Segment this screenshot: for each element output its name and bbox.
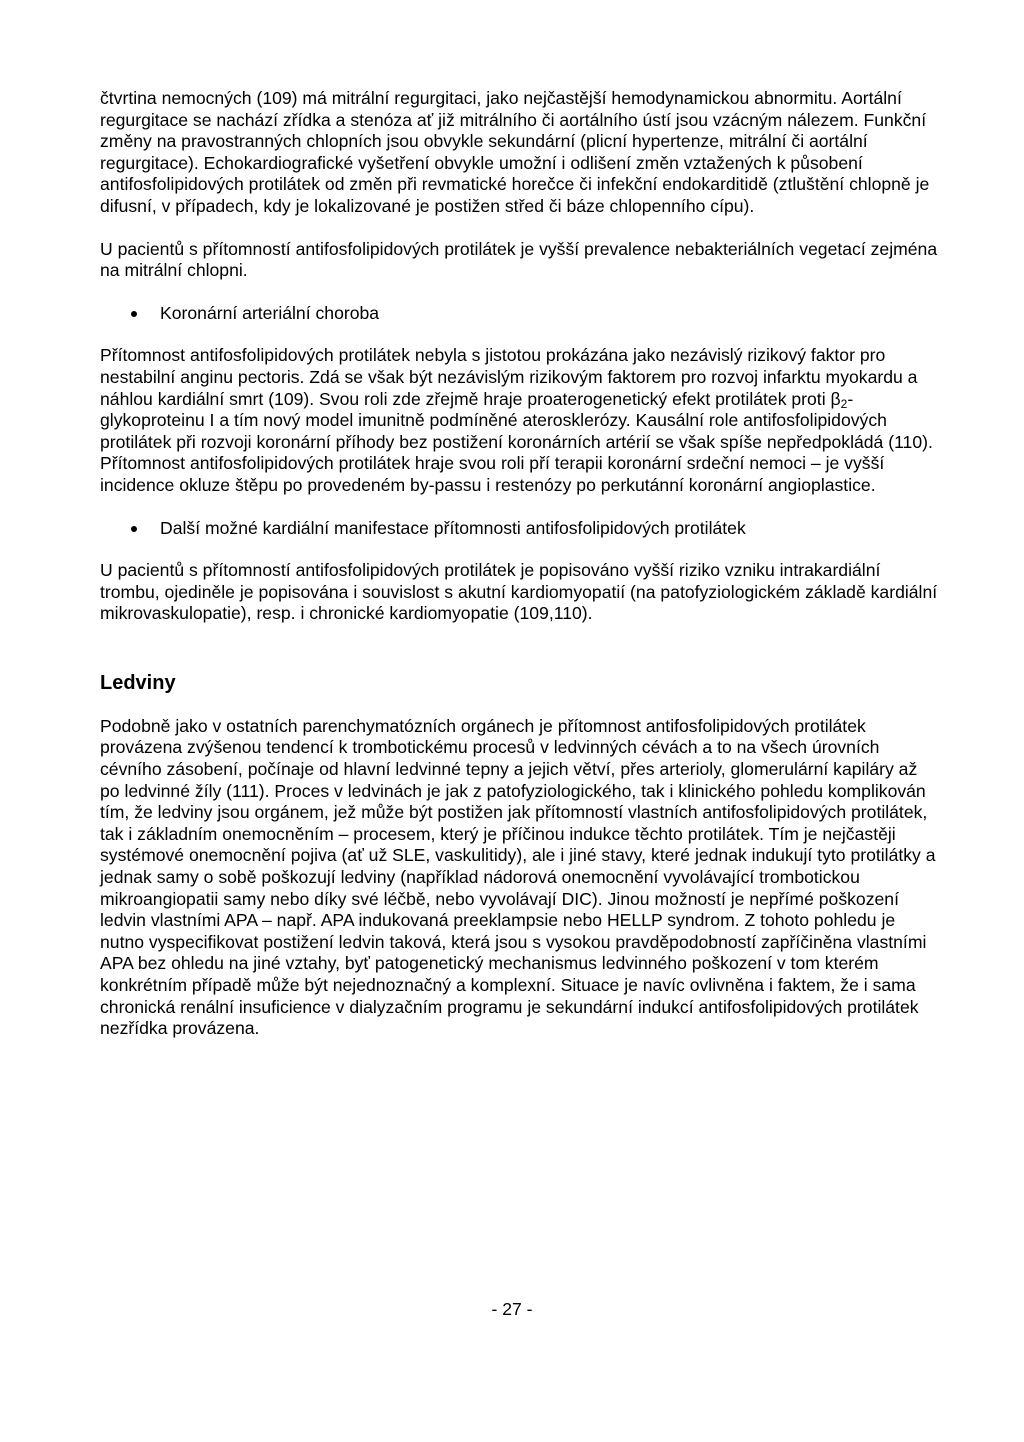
paragraph-valve-findings: čtvrtina nemocných (109) má mitrální regurgitaci, jako nejčastější hemodynamickou abnormitu. Aortální regurgitace se nachází zřídka a stenóza ať již mitrálního či aortálního ústí jsou vzácným nálezem. Funkční změny na pravostranných chlopních jsou obvykle sekundární (plicní hypertenze, mitrální či aortální regurgitace). Echokardiografické vyšetření obvykle umožní i odlišení změn vztažených k působení antifosfolipidových protilátek od změn při revmatické horečce či infekční endokarditidě (ztluštění chlopně je difusní, v případech, kdy je lokalizované je postižen střed či báze chlopenního cípu). xyxy=(100,88,930,216)
paragraph-coronary xyxy=(100,345,940,496)
bullet-coronary-label: Koronární arteriální choroba xyxy=(160,302,380,323)
document-body xyxy=(100,88,940,1040)
paragraph-other-cardiac: U pacientů s přítomností antifosfolipidových protilátek je popisováno vyšší riziko vzniku intrakardiální trombu, ojediněle je popisována i souvislost s akutní kardiomyopatií (na patofyziologickém základě kardiální mikrovaskulopatie), resp. i chronické kardiomyopatie (109,110). xyxy=(100,560,938,624)
bullet-dot-icon xyxy=(131,526,137,532)
bullet-other-cardiac xyxy=(100,518,940,540)
paragraph-coronary-part-b: -glykoproteinu I a tím nový model imunitně podmíněné aterosklerózy. Kausální role antifosfolipidových protilátek při rozvoji koronární příhody bez postižení koronárních artérií se však spíše nepředpokládá (110). Přítomnost antifosfolipidových protilátek hraje svou roli pří terapii koronární srdeční nemoci – je vyšší incidence okluze štěpu po provedeném by-passu i restenózy po perkutánní koronární angioplastice. xyxy=(100,388,933,495)
bullet-dot-icon xyxy=(131,311,137,317)
paragraph-coronary-part-a: Přítomnost antifosfolipidových protilátek nebyla s jistotou prokázána jako nezávislý rizikový faktor pro nestabilní anginu pectoris. Zdá se však být nezávislým rizikovým faktorem pro rozvoj infarktu myokardu a náhlou kardiální smrt (109). Svou roli zde zřejmě hraje proaterogenetický efekt protilátek proti β xyxy=(100,345,918,409)
section-heading-kidneys: Ledviny xyxy=(100,671,176,694)
bullet-coronary xyxy=(100,303,940,325)
paragraph-vegetations: U pacientů s přítomností antifosfolipidových protilátek je vyšší prevalence nebakteriálních vegetací zejména na mitrální chlopni. xyxy=(100,238,938,281)
beta-subscript: 2 xyxy=(840,396,848,411)
paragraph-kidneys: Podobně jako v ostatních parenchymatózních orgánech je přítomnost antifosfolipidových protilátek provázena zvýšenou tendencí k trombotickému procesů v ledvinných cévách a to na všech úrovních cévního zásobení, počínaje od hlavní ledvinné tepny a jejich větví, přes arterioly, glomerulární kapiláry až po ledvinné žíly (111). Proces v ledvinách je jak z patofyziologického, tak i klinického pohledu komplikován tím, že ledviny jsou orgánem, jež může být postižen jak přítomností vlastních antifosfolipidových protilátek, tak i základním onemocněním – procesem, který je příčinou indukce těchto protilátek. Tím je nejčastěji systémové onemocnění pojiva (ať už SLE, vaskulitidy), ale i jiné stavy, které jednak indukují tyto protilátky a jednak samy o sobě poškozují ledviny (například nádorová onemocnění vyvolávající trombotickou mikroangiopatii samy nebo díky své léčbě, nebo vyvolávají DIC). Jinou možností je nepřímé poškození ledvin vlastními APA – např. APA indukovaná preeklampsie nebo HELLP syndrom. Z tohoto pohledu je nutno vyspecifikovat postižení ledvin taková, která jsou s vysokou pravděpodobností zapříčiněna vlastními APA bez ohledu na jiné vztahy, byť patogenetický mechanismus ledvinného poškození v tom kterém konkrétním případě může být nejednoznačný a komplexní. Situace je navíc ovlivněna i faktem, že i sama chronická renální insuficience v dialyzačním programu je sekundární indukcí antifosfolipidových protilátek nezřídka provázena. xyxy=(100,715,936,1039)
page-number: - 27 - xyxy=(491,1299,533,1319)
bullet-other-cardiac-label: Další možné kardiální manifestace přítomnosti antifosfolipidových protilátek xyxy=(160,517,746,538)
